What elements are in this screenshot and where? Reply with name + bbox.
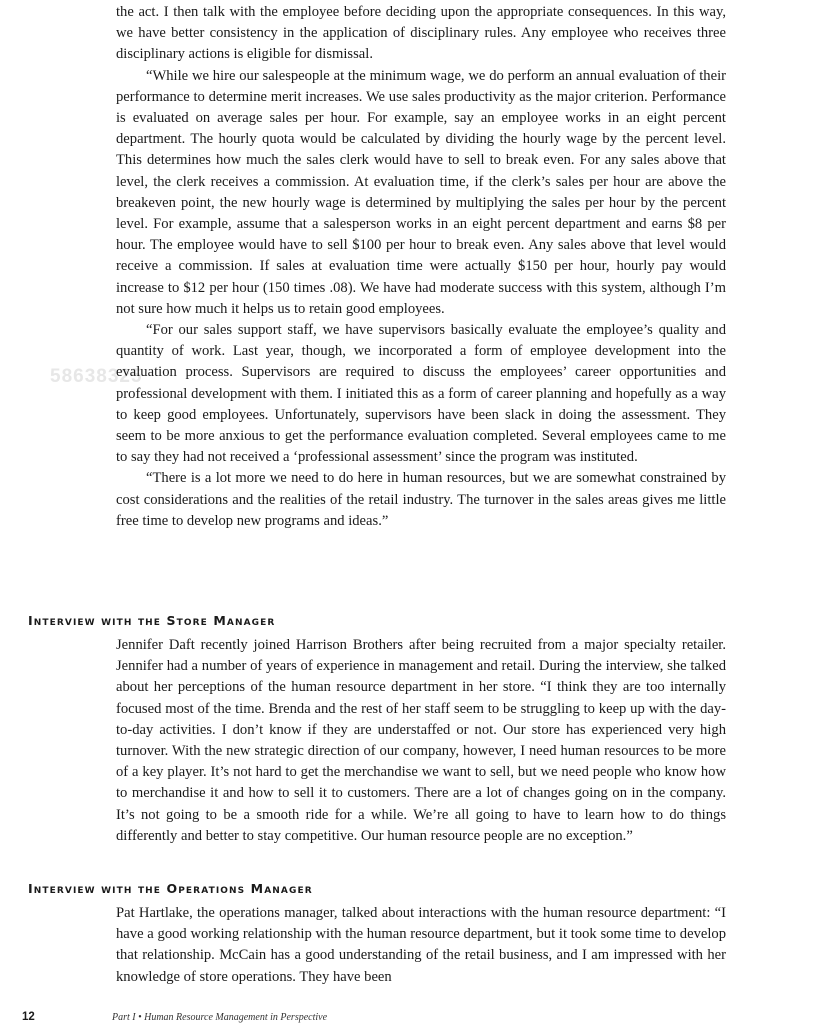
section-body-store-manager: [116, 635, 726, 847]
section-body-operations-manager: [116, 903, 726, 988]
page-number: 12: [22, 1011, 35, 1023]
watermark: 58638325: [50, 366, 143, 387]
section-body-continued: [116, 2, 726, 532]
paragraph: the act. I then talk with the employee before deciding upon the appropriate consequences. In this way, we have better consistency in the application of disciplinary rules. Any employee who receives three disciplinary actions is eligible for dismissal.: [116, 4, 726, 63]
section-heading-operations-manager: Interview with the Operations Manager: [28, 881, 313, 896]
paragraph: “For our sales support staff, we have supervisors basically evaluate the employee’s quality and quantity of work. Last year, though, we incorporated a form of employee development into the evaluation process. Supervisors are required to discuss the employees’ career opportunities and professional development with them. I initiated this as a form of career planning and hopefully as a way to keep good employees. Unfortunately, supervisors have been slack in doing the assessment. They seem to be more anxious to get the performance evaluation completed. Several employees came to me to say they had not received a ‘professional assessment’ since the program was instituted.: [116, 322, 726, 466]
paragraph: Pat Hartlake, the operations manager, talked about interactions with the human resource department: “I have a good working relationship with the human resource department, but it took some time to develop that relationship. McCain has a good understanding of the retail business, and I am impressed with her knowledge of store operations. They have been: [116, 905, 726, 985]
section-heading-store-manager: Interview with the Store Manager: [28, 613, 276, 628]
paragraph: Jennifer Daft recently joined Harrison Brothers after being recruited from a major specialty retailer. Jennifer had a number of years of experience in management and retail. During the interview, she talked about her perceptions of the human resource department in her store. “I think they are too internally focused most of the time. Brenda and the rest of her staff seem to be struggling to keep up with the day-to-day activities. I don’t know if they are understaffed or not. Our store has experienced very high turnover. With the new strategic direction of our company, however, I need human resources to be more of a key player. It’s not hard to get the merchandise we want to sell, but we need people who know how to merchandise it and how to sell it to customers. There are a lot of changes going on in the company. It’s not going to be a smooth ride for a while. We’re all going to have to learn how to do things differently and better to stay competitive. Our human resource people are no exception.”: [116, 637, 726, 844]
paragraph: “While we hire our salespeople at the minimum wage, we do perform an annual evaluation of their performance to determine merit increases. We use sales productivity as the major criterion. Performance is evaluated on average sales per hour. For example, say an employee works in an eight percent department. The hourly quota would be calculated by dividing the hourly wage by the percent level. This determines how much the sales clerk would have to sell to break even. For any sales above that level, the clerk receives a commission. At evaluation time, if the clerk’s sales per hour are above the breakeven point, the new hourly wage is determined by multiplying the sales per hour by the percent level. For example, assume that a salesperson works in an eight percent department and earns $8 per hour. The employee would have to sell $100 per hour to break even. Any sales above that level would receive a commission. If sales at evaluation time were actually $150 per hour, hourly pay would increase to $12 per hour (150 times .08). We have had moderate success with this system, although I’m not sure how much it helps us to retain good employees.: [116, 67, 726, 317]
running-head: Part I • Human Resource Management in Perspective: [112, 1012, 328, 1023]
paragraph: “There is a lot more we need to do here in human resources, but we are somewhat constrained by cost considerations and the realities of the retail industry. The turnover in the sales areas gives me little free time to develop new programs and ideas.”: [116, 470, 726, 529]
